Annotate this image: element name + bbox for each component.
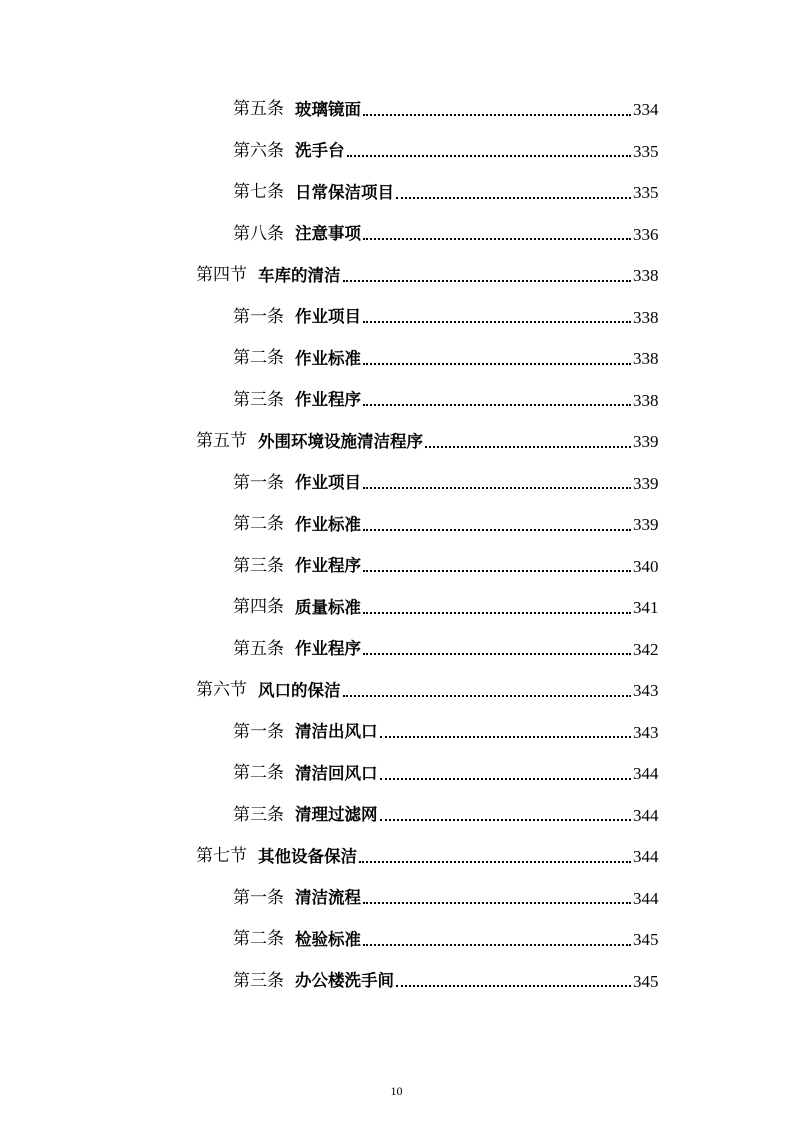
toc-section[interactable] xyxy=(0,421,793,463)
toc-entry[interactable] xyxy=(0,338,793,380)
toc-section-title: 其他设备保洁 xyxy=(258,846,357,866)
toc-dot-leader xyxy=(363,557,631,575)
toc-dot-leader xyxy=(363,474,631,492)
toc-entry-number: 第二条 xyxy=(233,929,284,950)
toc-section-page: 339 xyxy=(633,432,659,452)
toc-entry[interactable] xyxy=(0,878,793,920)
toc-entry[interactable] xyxy=(0,89,793,131)
toc-section-page: 344 xyxy=(633,847,659,867)
toc-entry[interactable] xyxy=(0,463,793,505)
toc-dot-leader xyxy=(380,723,632,741)
toc-entry[interactable] xyxy=(0,131,793,173)
toc-entry-title: 洗手台 xyxy=(295,141,345,160)
toc-entry-number: 第一条 xyxy=(233,306,284,327)
toc-entry-number: 第二条 xyxy=(233,514,284,535)
toc-dot-leader xyxy=(363,599,631,617)
toc-entry-number: 第四条 xyxy=(233,597,284,618)
toc-entry-number: 第六条 xyxy=(233,140,284,161)
toc-dot-leader xyxy=(363,350,631,368)
toc-entry-page: 339 xyxy=(633,515,659,535)
toc-entry-page: 339 xyxy=(633,473,659,493)
toc-entry-title: 办公楼洗手间 xyxy=(295,971,394,990)
toc-entry-number: 第三条 xyxy=(233,804,284,825)
toc-section-title: 车库的清洁 xyxy=(258,265,341,285)
toc-entry-number: 第八条 xyxy=(233,223,284,244)
toc-section-number: 第七节 xyxy=(196,846,247,867)
toc-entry-page: 336 xyxy=(633,224,659,244)
toc-entry-number: 第一条 xyxy=(233,472,284,493)
toc-entry[interactable] xyxy=(0,629,793,671)
toc-entry-page: 344 xyxy=(633,805,659,825)
toc-entry-page: 338 xyxy=(633,307,659,327)
toc-entry-number: 第一条 xyxy=(233,721,284,742)
toc-entry-number: 第二条 xyxy=(233,348,284,369)
toc-section-title: 风口的保洁 xyxy=(258,680,341,700)
toc-section[interactable] xyxy=(0,255,793,297)
toc-entry-page: 340 xyxy=(633,556,659,576)
toc-entry[interactable] xyxy=(0,297,793,339)
toc-section-title: 外围环境设施清洁程序 xyxy=(258,431,423,451)
toc-entry-page: 338 xyxy=(633,390,659,410)
toc-entry-title: 作业项目 xyxy=(295,307,361,326)
toc-entry[interactable] xyxy=(0,919,793,961)
toc-entry-page: 335 xyxy=(633,183,659,203)
toc-dot-leader xyxy=(363,225,631,243)
toc-entry-title: 清洁流程 xyxy=(295,888,361,907)
toc-entry-title: 检验标准 xyxy=(295,929,361,949)
toc-entry-page: 342 xyxy=(633,639,659,659)
toc-dot-leader xyxy=(363,889,631,907)
toc-section-number: 第四节 xyxy=(196,265,247,286)
toc-entry-title: 日常保洁项目 xyxy=(295,182,394,202)
toc-entry-page: 344 xyxy=(633,764,659,784)
toc-dot-leader xyxy=(347,142,632,160)
toc-entry-title: 清洁回风口 xyxy=(295,763,378,783)
toc-entry-page: 345 xyxy=(633,971,659,991)
toc-entry-number: 第三条 xyxy=(233,970,284,991)
toc-dot-leader xyxy=(363,308,631,326)
toc-entry-title: 作业项目 xyxy=(295,473,361,492)
toc-entry-page: 341 xyxy=(633,598,659,618)
toc-dot-leader xyxy=(396,972,631,990)
toc-dot-leader xyxy=(363,516,631,534)
toc-entry-number: 第二条 xyxy=(233,763,284,784)
toc-entry-title: 质量标准 xyxy=(295,597,361,617)
table-of-contents xyxy=(0,89,793,1002)
toc-entry-title: 作业标准 xyxy=(295,348,361,368)
toc-entry-page: 334 xyxy=(633,100,659,120)
toc-section-number: 第五节 xyxy=(196,431,247,452)
toc-entry[interactable] xyxy=(0,961,793,1003)
toc-entry-page: 344 xyxy=(633,888,659,908)
toc-entry[interactable] xyxy=(0,504,793,546)
toc-entry-number: 第五条 xyxy=(233,99,284,120)
toc-entry[interactable] xyxy=(0,546,793,588)
toc-dot-leader xyxy=(396,184,631,202)
toc-entry-number: 第五条 xyxy=(233,638,284,659)
toc-entry-title: 清洁出风口 xyxy=(295,722,378,741)
toc-dot-leader xyxy=(343,682,632,700)
toc-dot-leader xyxy=(380,806,632,824)
toc-entry-title: 作业程序 xyxy=(295,639,361,658)
toc-entry[interactable] xyxy=(0,795,793,837)
toc-dot-leader xyxy=(363,391,631,409)
toc-entry-page: 335 xyxy=(633,141,659,161)
toc-entry[interactable] xyxy=(0,753,793,795)
page-number: 10 xyxy=(390,1084,403,1098)
toc-dot-leader xyxy=(380,765,632,783)
toc-entry-page: 343 xyxy=(633,722,659,742)
toc-entry-page: 345 xyxy=(633,930,659,950)
toc-dot-leader xyxy=(363,931,631,949)
toc-entry-number: 第一条 xyxy=(233,887,284,908)
toc-entry[interactable] xyxy=(0,587,793,629)
toc-entry-title: 作业程序 xyxy=(295,390,361,409)
toc-entry-number: 第三条 xyxy=(233,389,284,410)
toc-section[interactable] xyxy=(0,670,793,712)
toc-section[interactable] xyxy=(0,836,793,878)
toc-entry-title: 玻璃镜面 xyxy=(295,99,361,119)
toc-dot-leader xyxy=(363,640,631,658)
toc-dot-leader xyxy=(359,848,631,866)
toc-entry-page: 338 xyxy=(633,349,659,369)
toc-dot-leader xyxy=(425,433,631,451)
toc-entry[interactable] xyxy=(0,214,793,256)
toc-entry-title: 作业标准 xyxy=(295,514,361,534)
toc-dot-leader xyxy=(343,267,632,285)
toc-entry-number: 第三条 xyxy=(233,555,284,576)
toc-entry-title: 注意事项 xyxy=(295,224,361,243)
toc-entry-number: 第七条 xyxy=(233,182,284,203)
toc-dot-leader xyxy=(363,101,631,119)
toc-entry[interactable] xyxy=(0,712,793,754)
toc-section-page: 343 xyxy=(633,681,659,701)
toc-entry[interactable] xyxy=(0,172,793,214)
toc-section-page: 338 xyxy=(633,266,659,286)
toc-entry-title: 清理过滤网 xyxy=(295,805,378,824)
toc-entry-title: 作业程序 xyxy=(295,556,361,575)
toc-entry[interactable] xyxy=(0,380,793,422)
toc-section-number: 第六节 xyxy=(196,680,247,701)
